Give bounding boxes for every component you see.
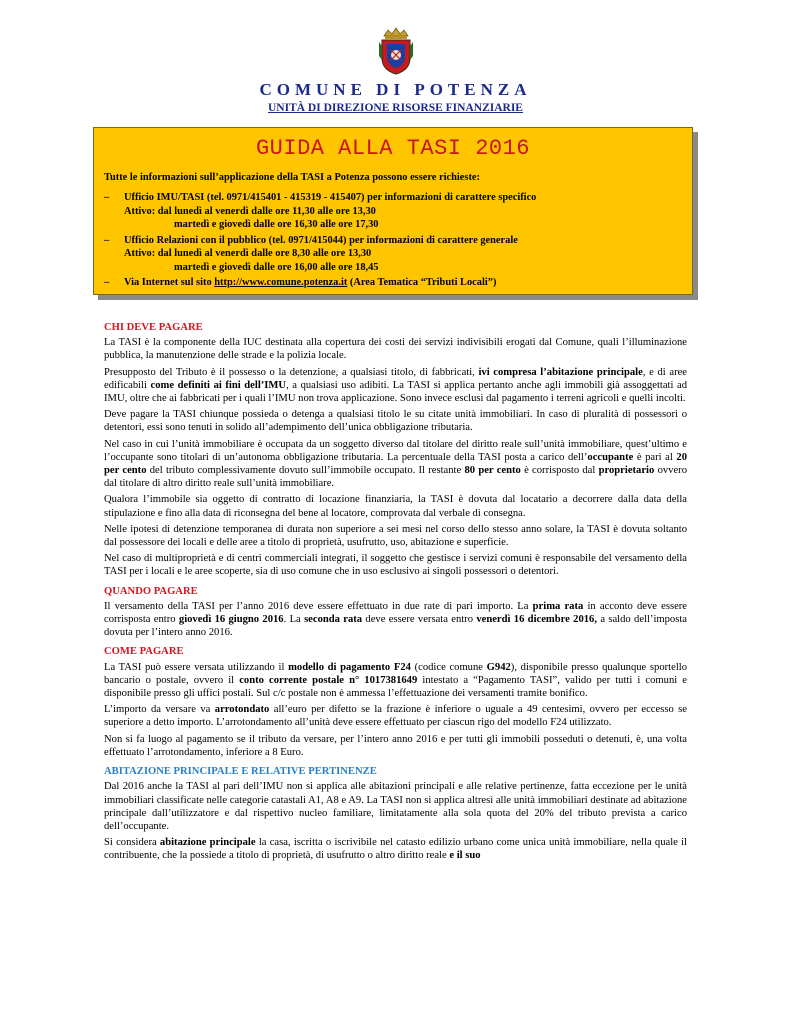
paragraph: Dal 2016 anche la TASI al pari dell’IMU non si applica alle abitazioni principali e alle relative pertinenze, fatta eccezione per le unità immobiliari classificate nelle categorie catastali A1, A8 e A9. La TASI non si applica altresì alle unità immobiliari destinate ad abitazione principale dall’utilizzatore e dal rispettivo nucleo familiare, limitatamente alla sola quota del 20% del tributo prevista a carico dell’occupante. <box>104 781 687 832</box>
section-heading-come-pagare: COME PAGARE <box>104 646 184 658</box>
guide-intro: Tutte le informazioni sull’applicazione della TASI a Potenza possono essere richieste: <box>104 172 480 183</box>
list-dash: – <box>104 234 110 246</box>
paragraph: Non si fa luogo al pagamento se il tributo da versare, per l’intero anno 2016 e per tutti gli immobili posseduti o detenuti, è, una volta effettuato l’arrotondamento, inferiore a 8 Euro. <box>104 733 687 758</box>
contact-hours: Attivo: dal lunedì al venerdì dalle ore 11,30 alle ore 13,30 <box>124 205 376 217</box>
paragraph: Si considera abitazione principale la casa, iscritta o iscrivibile nel catasto edilizio urbano come unica unità immobiliare, nella quale il contribuente, che la possiede a titolo di proprietà, di usufrutto o altro diritto reale e il suo <box>104 837 687 862</box>
guide-title: GUIDA ALLA TASI 2016 <box>255 136 531 161</box>
contact-line: Ufficio Relazioni con il pubblico (tel. 0971/415044) per informazioni di carattere generale <box>124 234 518 246</box>
contact-item-urp <box>104 234 682 275</box>
contact-hours: Attivo: dal lunedì al venerdì dalle ore 8,30 alle ore 13,30 <box>124 248 372 259</box>
guide-info-box <box>93 127 693 295</box>
section-heading-quando-pagare: QUANDO PAGARE <box>104 585 198 597</box>
web-prefix: Via Internet sul sito <box>124 277 215 288</box>
paragraph: Il versamento della TASI per l’anno 2016 deve essere effettuato in due rate di pari importo. La prima rata in acconto deve essere corrisposta entro giovedì 16 giugno 2016. La seconda rata deve essere versata entro venerdì 16 dicembre 2016, a saldo dell’imposta dovuta per l’intero anno 2016. <box>104 600 688 639</box>
section-heading-abitazione-principale: ABITAZIONE PRINCIPALE E RELATIVE PERTINENZE <box>104 766 377 778</box>
paragraph: La TASI può essere versata utilizzando il modello di pagamento F24 (codice comune G942), disponibile presso qualunque sportello bancario o postale, ovvero il conto corrente postale n° 1017381649 intestato a “Pagamento TASI”, valido per tutti i comuni e disponibile presso gli uffici postali. Sul c/c postale non è ammessa l’effettuazione dei versamenti tramite bonifico. <box>104 661 688 700</box>
contact-item-imu-tasi <box>104 191 682 232</box>
contact-hours-extra: martedì e giovedì dalle ore 16,30 alle ore 17,30 <box>174 219 379 230</box>
paragraph: La TASI è la componente della IUC destinata alla copertura dei costi dei servizi indivisibili erogati dal Comune, quali l’illuminazione pubblica, la manutenzione delle strade e la polizia locale. <box>104 337 687 362</box>
paragraph: L’importo da versare va arrotondato all’euro per difetto se la frazione è inferiore o uguale a 49 centesimi, ovvero per eccesso se superiore a detto importo. L’arrotondamento all’unità deve essere effettuato per ciascun rigo del modello F24 utilizzato. <box>104 704 687 729</box>
paragraph: Presupposto del Tributo è il possesso o la detenzione, a qualsiasi titolo, di fabbricati, ivi compresa l’abitazione principale, e di aree edificabili come definiti ai fini dell’IMU, a qualsiasi uso adibiti. La TASI si applica pertanto anche agli immobili già assoggettati ad IMU, oltre che ai fabbricati per i quali l’IMU non trova applicazione. Sono invece esclusi dal pagamento i terreni agricoli e quelli incolti. <box>104 366 688 405</box>
web-suffix: (Area Tematica “Tributi Locali”) <box>347 277 497 288</box>
list-dash: – <box>104 192 110 203</box>
municipal-crest-icon <box>376 26 416 76</box>
document-body <box>104 315 687 866</box>
list-dash: – <box>104 277 110 288</box>
paragraph: Nelle ipotesi di detenzione temporanea di durata non superiore a sei mesi nel corso dello stesso anno solare, la TASI è dovuta soltanto dal possessore dei locali e delle aree a titolo di proprietà, usufrutto, uso, abitazione e superficie. <box>104 523 687 549</box>
department-subtitle: UNITÀ DI DIREZIONE RISORSE FINANZIARIE <box>268 102 523 114</box>
contact-item-web <box>104 276 682 290</box>
contact-hours-extra: martedì e giovedì dalle ore 16,00 alle ore 18,45 <box>174 261 379 273</box>
municipality-title: COMUNE DI POTENZA <box>259 80 532 99</box>
paragraph: Nel caso in cui l’unità immobiliare è occupata da un soggetto diverso dal titolare del diritto reale sull’unità immobiliare, quest’ultimo e l’occupante sono titolari di un’autonoma obbligazione tributaria. La percentuale della TASI posta a carico dell’occupante è pari al 20 per cento del tributo complessivamente dovuto sull’immobile occupato. Il restante 80 per cento è corrisposto dal proprietario ovvero dal titolare di altro diritto reale sull’unità immobiliare. <box>104 438 687 490</box>
paragraph: Deve pagare la TASI chiunque possieda o detenga a qualsiasi titolo le su citate unità immobiliari. In caso di pluralità di possessori o detentori, essi sono tenuti in solido all’adempimento dell’unica obbligazione tributaria. <box>104 409 687 434</box>
section-heading-chi-deve-pagare: CHI DEVE PAGARE <box>104 322 203 333</box>
paragraph: Nel caso di multiproprietà e di centri commerciali integrati, il soggetto che gestisce i servizi comuni è responsabile del versamento della TASI per i locali e le aree scoperte, sia di uso comune che in uso esclusivo ai singoli possessori o detentori. <box>104 553 687 578</box>
paragraph: Qualora l’immobile sia oggetto di contratto di locazione finanziaria, la TASI è dovuta dal locatario a decorrere dalla data della stipulazione e fino alla data di riconsegna del bene al locatore, comprovata dal verbale di consegna. <box>104 494 687 519</box>
website-link[interactable]: http://www.comune.potenza.it <box>214 277 348 288</box>
contact-line: Ufficio IMU/TASI (tel. 0971/415401 - 415319 - 415407) per informazioni di carattere specifico <box>124 192 537 203</box>
